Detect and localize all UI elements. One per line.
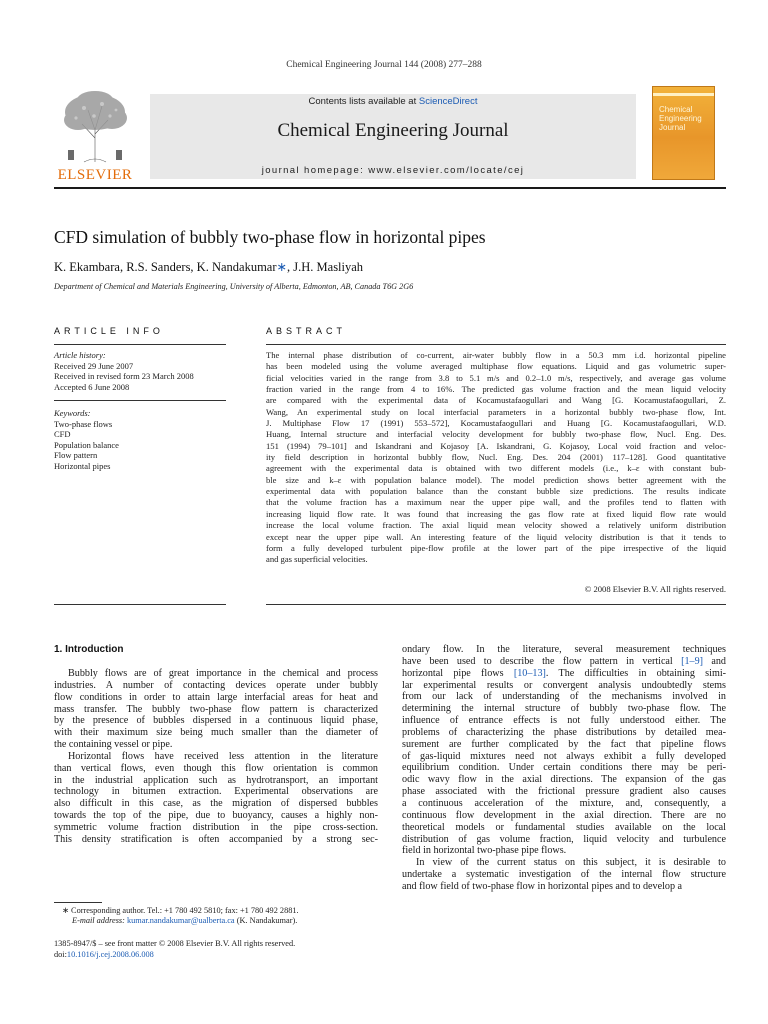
body-line: influence of entrance effects is not fully understood either. The — [402, 715, 726, 727]
history-entry: Accepted 6 June 2008 — [54, 381, 130, 392]
introduction-heading: 1. Introduction — [54, 644, 124, 655]
body-line: determining the internal structure of bubbly two-phase flow. The — [402, 703, 726, 715]
issn-line: 1385-8947/$ – see front matter © 2008 Elsevier B.V. All rights reserved. — [54, 939, 296, 948]
history-entry: Received in revised form 23 March 2008 — [54, 371, 194, 382]
authors-text: K. Ekambara, R.S. Sanders, K. Nandakumar — [54, 260, 277, 274]
footnote-mark: ∗ — [62, 906, 69, 915]
body-line: equilibrium condition. Under certain conditions there may be peri- — [402, 762, 726, 774]
email-suffix: (K. Nandakumar). — [234, 916, 298, 925]
body-line: of gas-liquid mixtures need not always exhibit a fully developed — [402, 750, 726, 762]
history-label: Article history: — [54, 350, 106, 360]
body-text: and — [703, 655, 726, 667]
cover-title-line: Chemical — [659, 105, 693, 114]
publisher-name: ELSEVIER — [57, 167, 133, 183]
citation-link[interactable]: [1–9] — [681, 655, 704, 667]
abstract-line: J. Multiphase Flow 17 (1991) 553–572], Kocamustafaogullari and Huang [G. Kocamustafaogullari, W.D. — [266, 418, 726, 429]
abstract-line: that the volume fraction has a maximum near the upper pipe wall, and the profiles tend to flatten with — [266, 497, 726, 508]
body-line: a continuous acceleration of the mixture, and, consequently, a — [402, 797, 726, 809]
corresponding-author-footnote — [62, 906, 299, 916]
elsevier-logo — [54, 88, 136, 184]
abstract-line: Wang, An experimental study on local interfacial parameters in a horizontal bubbly two-phase flow, Int. — [266, 406, 726, 417]
abstract-line: agreement with the experimental data is obtained with two different models (i.e., k–ε with constant bub- — [266, 463, 726, 474]
body-line: than vertical flows, even though this flow orientation is common — [54, 762, 378, 774]
keyword: CFD — [54, 429, 71, 440]
abstract-line: Huang, Internal structure and interfacial velocity development for bubbly two-phase flow, Nucl. Eng. Des. — [266, 429, 726, 440]
body-line: ondary flow. In the literature, several measurement techniques — [402, 644, 726, 655]
body-line: symmetric volume fraction distribution in the pipe cross-section. — [54, 821, 378, 833]
citation-link[interactable]: [10–13] — [513, 667, 546, 679]
tree-icon — [54, 88, 136, 164]
journal-homepage[interactable]: journal homepage: www.elsevier.com/locate/cej — [261, 165, 525, 176]
authors-text: , J.H. Masliyah — [287, 260, 364, 274]
footnote-text: Corresponding author. Tel.: +1 780 492 5810; fax: +1 780 492 2881. — [71, 906, 299, 915]
journal-cover-image — [652, 86, 715, 180]
keyword: Flow pattern — [54, 450, 98, 461]
body-line: technology in bitumen extraction. Experimental observations are — [54, 786, 378, 798]
body-line: theoretical models or fundamental studies available on the local — [402, 821, 726, 833]
abstract-line: 151 (1994) 79–101] and Iskandrani and Kojasoy [A. Iskandrani, G. Kojasoy, Local void fraction and veloc- — [266, 440, 726, 451]
body-line — [402, 656, 726, 668]
body-line: in the industrial application such as hydrotransport, an important — [54, 774, 378, 786]
article-title: CFD simulation of bubbly two-phase flow in horizontal pipes — [54, 227, 486, 247]
journal-citation: Chemical Engineering Journal 144 (2008) 277–288 — [286, 60, 482, 70]
body-line: from our lack of understanding of the mechanisms involved in — [402, 691, 726, 703]
abstract-body — [266, 350, 726, 566]
body-line: by the presence of bubbles dispersed in a continuous liquid phase, — [54, 715, 378, 727]
body-text: have been used to describe the flow pattern in vertical — [402, 655, 682, 667]
abstract-line: ficial velocities varied in the range from 3.8 to 5.1 m/s and 0.2–1.0 m/s, respectively, and average gas volume — [266, 372, 726, 383]
body-line: mass transfer. The bubbly two-phase flow pattern is characterized — [54, 703, 378, 715]
abstract-line: The internal phase distribution of co-current, air-water bubbly flow in a 50.3 mm i.d. horizontal pipeline — [266, 350, 726, 360]
body-line: continuous flow development in the axial direction. There are no — [402, 809, 726, 821]
body-line: This density stratification is often accompanied by a strong sec- — [54, 833, 378, 845]
abstract-line: are compared with the experimental data of Kocamustafaogullari and Wang [G. Kocamustafaogullari, Z. — [266, 395, 726, 406]
corresponding-author-mark[interactable]: ∗ — [276, 260, 288, 274]
body-line: Horizontal flows have received less attention in the literature — [68, 750, 378, 762]
keywords-block — [54, 408, 119, 472]
abstract-line: except near the upper pipe wall. An interesting feature of the liquid velocity distribution is that it tends to — [266, 531, 726, 542]
abstract-line: experimental data with population balance than the constant bubble size predictions. The results indicate — [266, 486, 726, 497]
abstract-line: increase the local volume fraction. The axial liquid mean velocity showed a relatively uniform distribution — [266, 520, 726, 531]
body-text: horizontal pipe flows — [402, 667, 514, 679]
body-line: with their maximum size being much smaller than the diameter of — [54, 727, 378, 739]
body-text: . The difficulties in obtaining simi- — [545, 667, 726, 679]
abstract-rule — [266, 344, 726, 345]
abstract-line: increasing liquid flow rate. It was found that increasing the gas flow rate at fixed liquid flow rate would — [266, 508, 726, 519]
body-line: and flow field of two-phase flow in horizontal pipes and to develop a — [402, 880, 683, 892]
abstract-line: fraction varied in the range from 4 to 16%. The predicted gas volume fraction and the mean liquid velocity — [266, 384, 726, 395]
email-footnote — [72, 916, 297, 926]
body-line: surement are further complicated by the fact that pipeline flows — [402, 738, 726, 750]
abstract-line: form a fully developed turbulent pipe-flow profile at the lower part of the pipe irrespective of the liquid — [266, 542, 726, 553]
body-line: lar experimental results or convergent analysis undoubtedly stems — [402, 679, 726, 691]
body-line: industries. A number of contacting devices operate under bubbly — [54, 679, 378, 691]
article-info-rule — [54, 344, 226, 345]
history-entry: Received 29 June 2007 — [54, 360, 134, 371]
email-label: E-mail address: — [72, 916, 127, 925]
author-list — [54, 259, 363, 275]
contents-line — [150, 96, 636, 107]
body-line: towards the top of the pipe, due to buoyancy, causes a highly non- — [54, 810, 378, 822]
body-line: field in horizontal two-phase pipe flows. — [402, 845, 567, 857]
sciencedirect-link[interactable]: ScienceDirect — [418, 96, 478, 107]
doi-label: doi: — [54, 950, 67, 959]
abstract-line: ity field description in horizontal bubbly flow, Nucl. Eng. Des. 204 (2001) 117–128]. Good quantitative — [266, 452, 726, 463]
keywords-label: Keywords: — [54, 408, 91, 418]
body-line: undertake a systematic investigation of the internal flow structure — [402, 869, 726, 881]
keyword: Horizontal pipes — [54, 460, 111, 471]
affiliation: Department of Chemical and Materials Engineering, University of Alberta, Edmonton, AB, Canada T6G 2G6 — [54, 282, 414, 291]
body-line: also difficult in this case, as the migration of dispersed bubbles — [54, 798, 378, 810]
cover-band — [653, 93, 714, 96]
cover-title — [659, 105, 715, 132]
body-line — [402, 668, 726, 680]
abstract-line: and gas superficial velocities. — [266, 554, 368, 565]
body-line: the containing vessel or pipe. — [54, 739, 173, 751]
body-line: In view of the current status on this subject, it is desirable to — [416, 857, 726, 869]
journal-header — [150, 94, 636, 179]
body-line: flow conditions in order to attain large interfacial areas for heat and — [54, 691, 378, 703]
journal-title: Chemical Engineering Journal — [277, 120, 509, 141]
abstract-bottom-rule — [266, 604, 726, 605]
abstract-heading: ABSTRACT — [266, 326, 347, 336]
body-line: Bubbly flows are of great importance in the chemical and process — [68, 668, 378, 679]
contents-prefix: Contents lists available at — [308, 96, 419, 107]
header-divider — [54, 187, 726, 189]
abstract-line: has been modeled using the volume averaged multiphase flow equations. Liquid and gas volumetric super- — [266, 361, 726, 372]
article-info-heading: ARTICLE INFO — [54, 326, 164, 336]
body-line: phase associated with the frictional pressure gradient also causes — [402, 786, 726, 798]
history-rule — [54, 400, 226, 401]
abstract-copyright: © 2008 Elsevier B.V. All rights reserved. — [584, 584, 726, 594]
body-column-right — [402, 644, 726, 893]
keyword: Two-phase flows — [54, 418, 113, 429]
article-history — [54, 350, 194, 392]
cover-title-line: Engineering — [659, 114, 702, 123]
body-column-left — [54, 668, 378, 846]
cover-title-line: Journal — [659, 123, 686, 132]
doi-line — [54, 950, 154, 960]
article-info-bottom-rule — [54, 604, 226, 605]
footnote-divider — [54, 902, 102, 903]
doi-link[interactable]: 10.1016/j.cej.2008.06.008 — [66, 950, 154, 959]
email-link[interactable]: kumar.nandakumar@ualberta.ca — [127, 916, 235, 925]
abstract-line: ble size and k–ε with population balance model). The model prediction shows better agreement with the — [266, 474, 726, 485]
body-line: distribution of gas volume fraction, liquid velocity and turbulence — [402, 833, 726, 845]
keyword: Population balance — [54, 439, 119, 450]
body-line: odic wavy flow in the axial directions. The expansion of the gas — [402, 774, 726, 786]
body-line: problems of characterizing the phase distributions by detailed mea- — [402, 726, 726, 738]
